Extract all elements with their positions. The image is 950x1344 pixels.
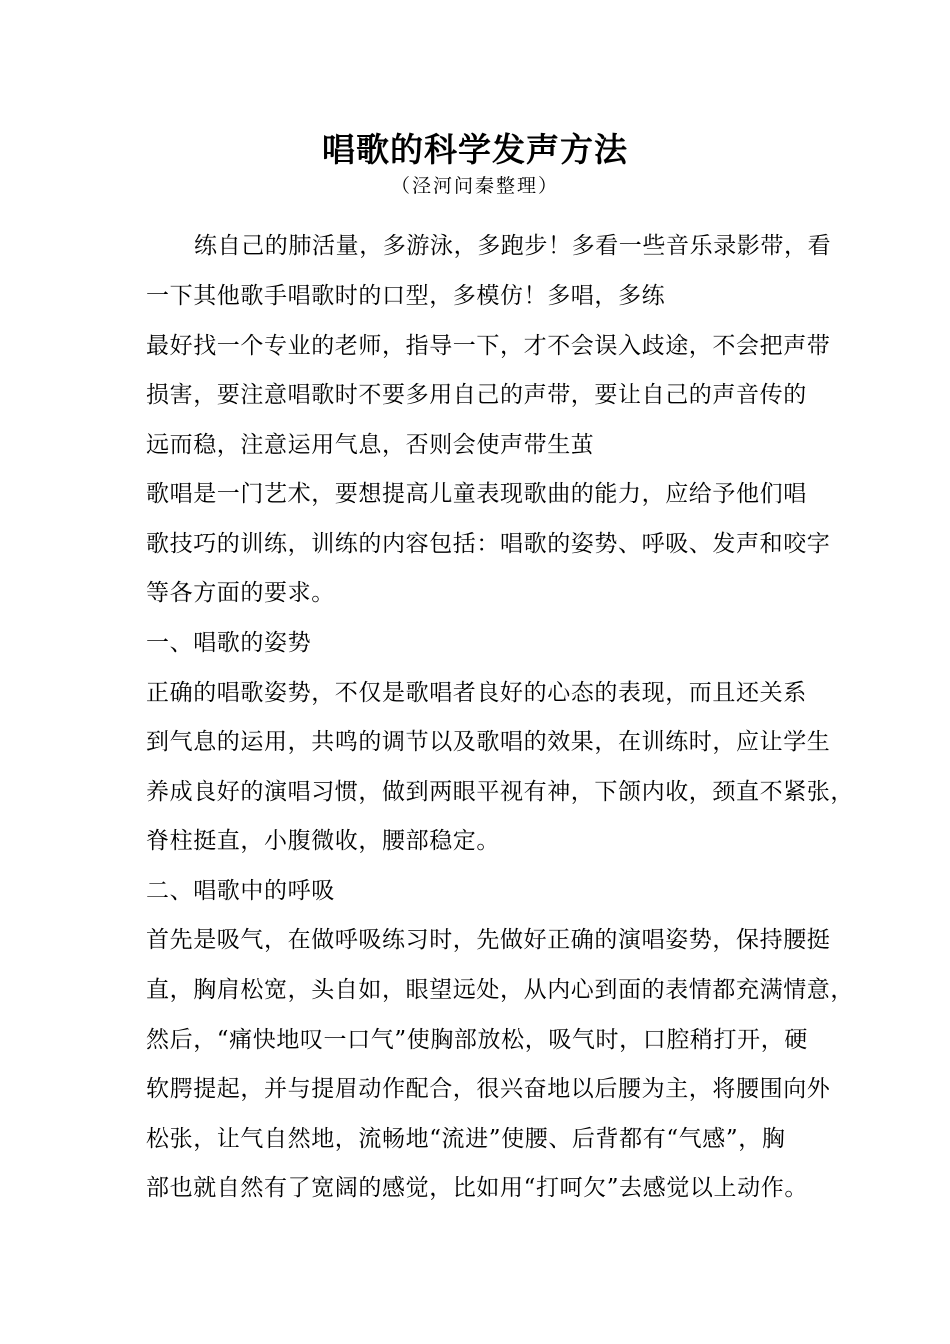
paragraph-line: 直，胸肩松宽，头自如，眼望远处，从内心到面的表情都充满情意， xyxy=(146,977,854,1003)
paragraph-line: 脊柱挺直，小腹微收，腰部稳定。 xyxy=(146,828,500,854)
paragraph-line: 远而稳，注意运用气息，否则会使声带生茧 xyxy=(146,432,595,458)
paragraph-line: 等各方面的要求。 xyxy=(146,580,335,606)
section-heading: 二、唱歌中的呼吸 xyxy=(146,878,335,904)
paragraph-line: 一下其他歌手唱歌时的口型，多模仿！多唱，多练 xyxy=(146,283,666,309)
paragraph-line: 首先是吸气，在做呼吸练习时，先做好正确的演唱姿势，保持腰挺 xyxy=(146,927,831,953)
paragraph-line: 到气息的运用，共鸣的调节以及歌唱的效果，在训练时，应让学生 xyxy=(146,729,831,755)
paragraph-line: 练自己的肺活量，多游泳，多跑步！多看一些音乐录影带，看 xyxy=(194,233,832,259)
paragraph-line: 部也就自然有了宽阔的感觉，比如用“打呵欠”去感觉以上动作。 xyxy=(146,1175,808,1201)
document-title: 唱歌的科学发声方法 xyxy=(322,130,628,169)
document-subtitle: （泾河问秦整理） xyxy=(390,175,559,197)
paragraph-line: 松张，让气自然地，流畅地“流进”使腰、后背都有“气感”，胸 xyxy=(146,1126,786,1152)
paragraph-line: 最好找一个专业的老师，指导一下，才不会误入歧途，不会把声带 xyxy=(146,333,831,359)
paragraph-line: 歌唱是一门艺术，要想提高儿童表现歌曲的能力，应给予他们唱 xyxy=(146,481,807,507)
paragraph-line: 养成良好的演唱习惯，做到两眼平视有神，下颌内收，颈直不紧张， xyxy=(146,779,854,805)
paragraph-line: 歌技巧的训练，训练的内容包括：唱歌的姿势、呼吸、发声和咬字 xyxy=(146,531,831,557)
paragraph-line: 正确的唱歌姿势，不仅是歌唱者良好的心态的表现，而且还关系 xyxy=(146,680,807,706)
section-heading: 一、唱歌的姿势 xyxy=(146,630,312,656)
paragraph-line: 软腭提起，并与提眉动作配合，很兴奋地以后腰为主，将腰围向外 xyxy=(146,1076,831,1102)
paragraph-line: 损害，要注意唱歌时不要多用自己的声带，要让自己的声音传的 xyxy=(146,382,807,408)
paragraph-line: 然后，“痛快地叹一口气”使胸部放松，吸气时，口腔稍打开，硬 xyxy=(146,1027,808,1053)
